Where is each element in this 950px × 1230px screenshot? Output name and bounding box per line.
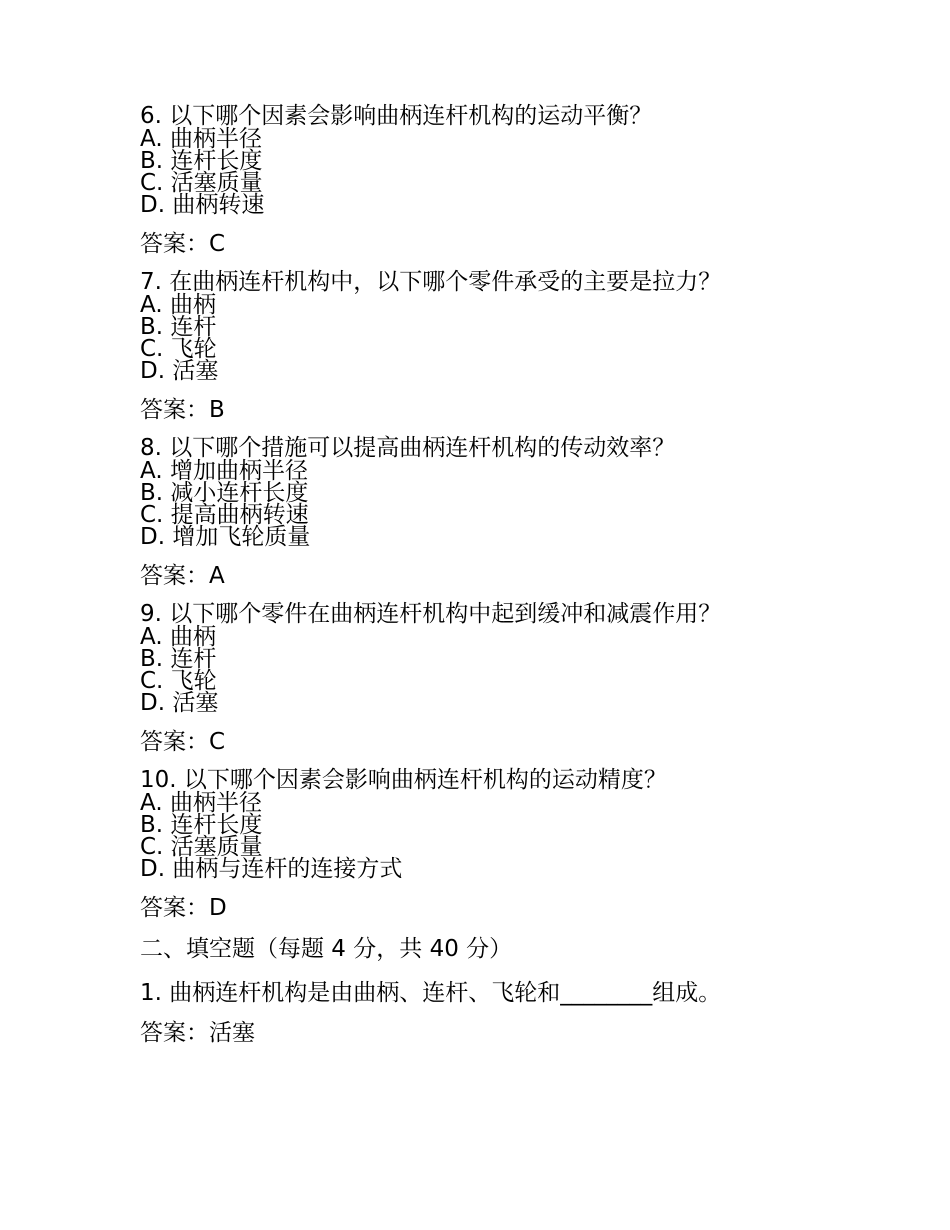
- option-c: C. 活塞质量: [140, 170, 263, 196]
- option-b: B. 连杆: [140, 646, 217, 672]
- answer: 答案：C: [140, 729, 226, 755]
- question-6: [140, 104, 920, 258]
- question-title: 6. 以下哪个因素会影响曲柄连杆机构的运动平衡？: [140, 103, 653, 129]
- option-a: A. 曲柄: [140, 624, 216, 650]
- option-d: D. 活塞: [140, 358, 219, 384]
- fill-question-1: 1. 曲柄连杆机构是由曲柄、连杆、飞轮和________组成。: [140, 980, 722, 1006]
- question-10: [140, 768, 920, 922]
- option-d: D. 曲柄与连杆的连接方式: [140, 856, 403, 882]
- question-title: 10. 以下哪个因素会影响曲柄连杆机构的运动精度？: [140, 767, 667, 793]
- option-a: A. 增加曲柄半径: [140, 458, 308, 484]
- option-b: B. 连杆: [140, 314, 217, 340]
- answer: 答案：A: [140, 563, 225, 589]
- option-d: D. 曲柄转速: [140, 192, 265, 218]
- question-9: [140, 602, 920, 756]
- option-c: C. 提高曲柄转速: [140, 502, 309, 528]
- option-d: D. 增加飞轮质量: [140, 524, 311, 550]
- question-title: 8. 以下哪个措施可以提高曲柄连杆机构的传动效率？: [140, 435, 676, 461]
- option-a: A. 曲柄半径: [140, 126, 262, 152]
- question-title: 9. 以下哪个零件在曲柄连杆机构中起到缓冲和减震作用？: [140, 601, 722, 627]
- option-d: D. 活塞: [140, 690, 219, 716]
- question-7: [140, 270, 920, 424]
- option-b: B. 连杆长度: [140, 812, 263, 838]
- question-title: 7. 在曲柄连杆机构中，以下哪个零件承受的主要是拉力？: [140, 269, 722, 295]
- answer: 答案：D: [140, 895, 227, 921]
- exam-page: [140, 104, 920, 1048]
- option-b: B. 连杆长度: [140, 148, 263, 174]
- option-c: C. 飞轮: [140, 336, 217, 362]
- option-b: B. 减小连杆长度: [140, 480, 309, 506]
- option-a: A. 曲柄半径: [140, 790, 262, 816]
- option-c: C. 活塞质量: [140, 834, 263, 860]
- fill-answer-1: 答案：活塞: [140, 1020, 255, 1046]
- option-a: A. 曲柄: [140, 292, 216, 318]
- answer: 答案：C: [140, 231, 226, 257]
- section-heading: 二、填空题（每题 4 分，共 40 分）: [140, 936, 513, 962]
- option-c: C. 飞轮: [140, 668, 217, 694]
- answer: 答案：B: [140, 397, 225, 423]
- question-8: [140, 436, 920, 590]
